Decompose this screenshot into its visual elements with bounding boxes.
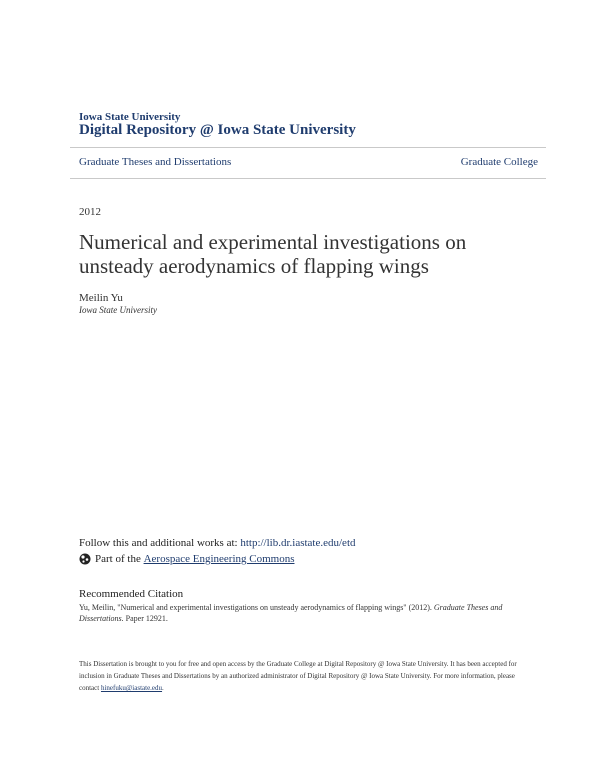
theses-collection-link[interactable]: Graduate Theses and Dissertations (79, 156, 232, 168)
access-notice (79, 658, 529, 694)
part-of-line (79, 553, 294, 565)
bepress-network-icon (79, 553, 91, 565)
university-name: Iowa State University (79, 111, 181, 123)
divider-bottom (70, 178, 546, 179)
etd-link[interactable]: http://lib.dr.iastate.edu/etd (240, 537, 356, 549)
follow-line (79, 537, 356, 549)
citation-series: Graduate Theses and Dissertations. (79, 603, 503, 623)
citation-heading: Recommended Citation (79, 588, 184, 600)
notice-end: . (162, 684, 164, 692)
repository-title[interactable]: Digital Repository @ Iowa State University (79, 122, 356, 138)
divider-top (70, 147, 546, 148)
document-title: Numerical and experimental investigations on unsteady aerodynamics of flapping wings (79, 230, 467, 278)
aerospace-commons-link[interactable]: Aerospace Engineering Commons (143, 553, 295, 565)
part-of-text: Part of the (95, 553, 141, 565)
graduate-college-link[interactable]: Graduate College (460, 156, 538, 168)
follow-text: Follow this and additional works at: (79, 537, 241, 549)
contact-email-link[interactable]: hinefuku@iastate.edu (100, 684, 163, 692)
notice-text: This Dissertation is brought to you for free and open access by the Graduate College at Digital Repository @ Iowa State University. It has been accepted for inclusion in Graduate Theses and Dissertations by an authorized administrator of Digital Repository @ Iowa State University. For more information, please contact (79, 660, 517, 692)
author-affiliation: Iowa State University (79, 305, 157, 315)
citation-paper: Paper 12921. (123, 614, 168, 623)
author-name: Meilin Yu (79, 292, 123, 304)
citation-text (79, 602, 519, 624)
citation-main: Yu, Meilin, "Numerical and experimental investigations on unsteady aerodynamics of flapping wings" (2012). (79, 603, 434, 612)
publication-year: 2012 (79, 206, 101, 218)
